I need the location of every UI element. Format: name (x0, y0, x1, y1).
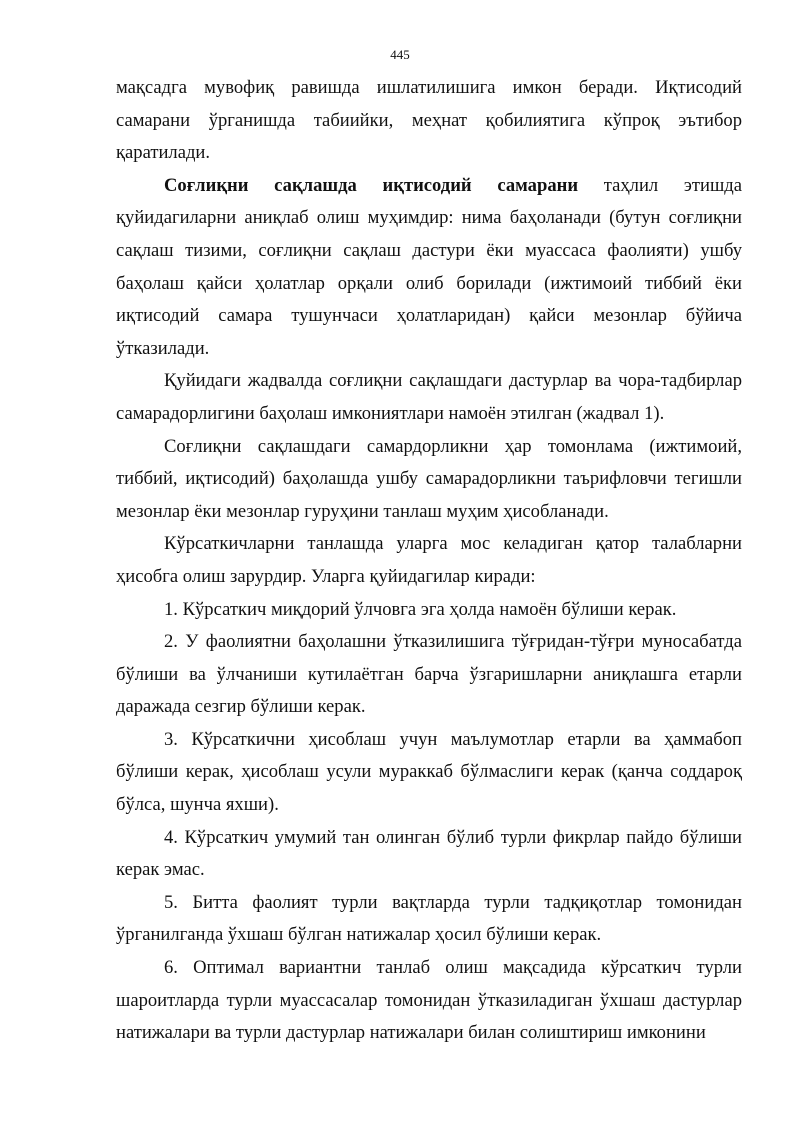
paragraph-2-text: таҳлил этишда қуйидагиларни аниқлаб олиш муҳимдир: нима баҳоланади (бутун соғлиқни сақлаш тизими, соғлиқни сақлаш дастури ёки муассаса фаолияти) ушбу баҳолаш қайси ҳолатлар орқали олиб борилади (ижтимоий тиббий ёки иқтисодий самара тушунчаси ҳолатларидан) қайси мезонлар бўйича ўтказилади. (116, 174, 742, 359)
list-item-6: 6. Оптимал вариантни танлаб олиш мақсадида кўрсаткич турли шароитларда турли муассасалар томонидан ўтказиладиган ўхшаш дастурлар натижалари ва турли дастурлар натижалари билан солиштириш имконини (116, 957, 742, 1044)
paragraph-1: мақсадга мувофиқ равишда ишлатилишига имкон беради. Иқтисодий самарани ўрганишда табиийки, меҳнат қобилиятига кўпроқ эътибор қаратилади. (116, 77, 742, 164)
list-item-3: 3. Кўрсаткични ҳисоблаш учун маълумотлар етарли ва ҳаммабоп бўлиши керак, ҳисоблаш усули мураккаб бўлмаслиги керак (қанча соддароқ бўлса, шунча яхши). (116, 728, 742, 816)
list-item-5: 5. Битта фаолият турли вақтларда турли тадқиқотлар томонидан ўрганилганда ўхшаш бўлган натижалар ҳосил бўлиши керак. (116, 891, 742, 946)
paragraph-4: Соғлиқни сақлашдаги самардорликни ҳар томонлама (ижтимоий, тиббий, иқтисодий) баҳолашда ушбу самарадорликни таърифловчи тегишли мезонлар ёки мезонлар гуруҳини танлаш муҳим ҳисобланади. (116, 435, 742, 522)
list-item-4: 4. Кўрсаткич умумий тан олинган бўлиб турли фикрлар пайдо бўлиши керак эмас. (116, 826, 742, 881)
body-text (116, 72, 742, 1050)
list-item-2: 2. У фаолиятни баҳолашни ўтказилишига тўғридан-тўғри муносабатда бўлиши ва ўлчаниши кутилаётган барча ўзгаришларни аниқлашга етарли даражада сезгир бўлиши керак. (116, 631, 742, 718)
paragraph-2 (116, 170, 742, 366)
page-number: 445 (390, 47, 410, 62)
bold-lead: Соғлиқни сақлашда иқтисодий самарани (164, 174, 579, 196)
paragraph-5: Кўрсаткичларни танлашда уларга мос келадиган қатор талабларни ҳисобга олиш зарурдир. Уларга қуйидагилар киради: (116, 533, 742, 587)
list-item-1: 1. Кўрсаткич миқдорий ўлчовга эга ҳолда намоён бўлиши керак. (164, 598, 677, 620)
paragraph-3: Қуйидаги жадвалда соғлиқни сақлашдаги дастурлар ва чора-тадбирлар самарадорлигини баҳолаш имкониятлари намоён этилган (жадвал 1). (116, 370, 742, 424)
